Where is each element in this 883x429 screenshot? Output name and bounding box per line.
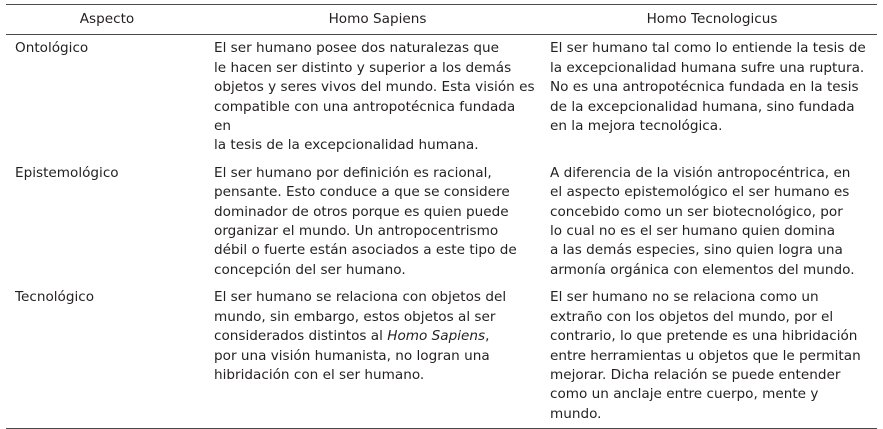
cell-line: contrario, lo que pretende es una hibridación [550, 328, 858, 345]
cell-line: extraño con los objetos del mundo, por el [550, 308, 834, 325]
homo-sapiens-cell [208, 35, 547, 161]
cell-line [214, 327, 535, 346]
cell-line: concebido como un ser biotecnológico, por [550, 203, 843, 220]
table-row-epistemologico [6, 161, 877, 285]
header-aspecto: Aspecto [6, 5, 208, 35]
cell-line: entre herramientas u objetos que le permitan [550, 347, 861, 364]
homo-sapiens-cell [208, 161, 547, 285]
cell-line: A diferencia de la visión antropocéntrica, en [550, 164, 851, 181]
header-homo-sapiens: Homo Sapiens [208, 5, 547, 35]
homo-tecnologicus-cell [547, 285, 877, 428]
header-row [6, 5, 877, 35]
cell-line: de la excepcionalidad humana, sino fundada [550, 98, 855, 115]
table-body [6, 35, 877, 429]
table-header [6, 5, 877, 35]
cell-text-segment: considerados distintos al [214, 328, 388, 345]
cell-line: débil o fuerte están asociados a este tipo de [214, 242, 517, 259]
cell-line: El ser humano tal como lo entiende la tesis de [550, 40, 866, 57]
cell-line: a las demás especies, sino quien logra una [550, 242, 843, 259]
cell-line: armonía orgánica con elementos del mundo. [550, 261, 855, 278]
cell-line: No es una antropotécnica fundada en la tesis [550, 79, 859, 96]
homo-sapiens-cell [208, 285, 547, 428]
cell-line: por una visión humanista, no logran una [214, 347, 490, 364]
cell-line: pensante. Esto conduce a que se considere [214, 184, 510, 201]
table-row-ontologico [6, 35, 877, 161]
cell-line: El ser humano por definición es racional, [214, 164, 492, 181]
header-homo-tecnologicus: Homo Tecnologicus [547, 5, 877, 35]
cell-line: la tesis de la excepcionalidad humana. [214, 137, 479, 154]
cell-line: El ser humano no se relaciona como un [550, 289, 819, 306]
cell-line: mundo, sin embargo, estos objetos al ser [214, 308, 496, 325]
cell-line: el aspecto epistemológico el ser humano es [550, 184, 850, 201]
cell-line: mejorar. Dicha relación se puede entender [550, 366, 841, 383]
table-row-tecnologico [6, 285, 877, 428]
cell-line: mundo. [550, 405, 602, 422]
cell-line: le hacen ser distinto y superior a los demás [214, 59, 512, 76]
cell-line: hibridación con el ser humano. [214, 366, 425, 383]
aspect-cell: Tecnológico [6, 285, 208, 428]
cell-line: como un anclaje entre cuerpo, mente y [550, 386, 819, 403]
comparison-table [6, 4, 877, 429]
cell-line: objetos y seres vivos del mundo. Esta visión es [214, 79, 535, 96]
aspect-cell: Epistemológico [15, 164, 119, 181]
cell-line: en la mejora tecnológica. [550, 118, 723, 135]
cell-line: El ser humano posee dos naturalezas que [214, 40, 499, 57]
homo-tecnologicus-cell [547, 161, 877, 285]
cell-line: lo cual no es el ser humano quien domina [550, 223, 836, 240]
cell-line: dominador de otros porque es quien puede [214, 203, 509, 220]
homo-tecnologicus-cell [547, 35, 877, 161]
italic-term: Homo Sapiens [387, 328, 486, 345]
cell-text-segment: , [485, 328, 490, 345]
cell-line: compatible con una antropotécnica fundada en [214, 98, 516, 135]
cell-line: la excepcionalidad humana sufre una ruptura. [550, 59, 865, 76]
aspect-cell: Ontológico [15, 40, 89, 57]
cell-line: El ser humano se relaciona con objetos del [214, 289, 507, 306]
cell-line: concepción del ser humano. [214, 261, 406, 278]
cell-line: organizar el mundo. Un antropocentrismo [214, 223, 499, 240]
